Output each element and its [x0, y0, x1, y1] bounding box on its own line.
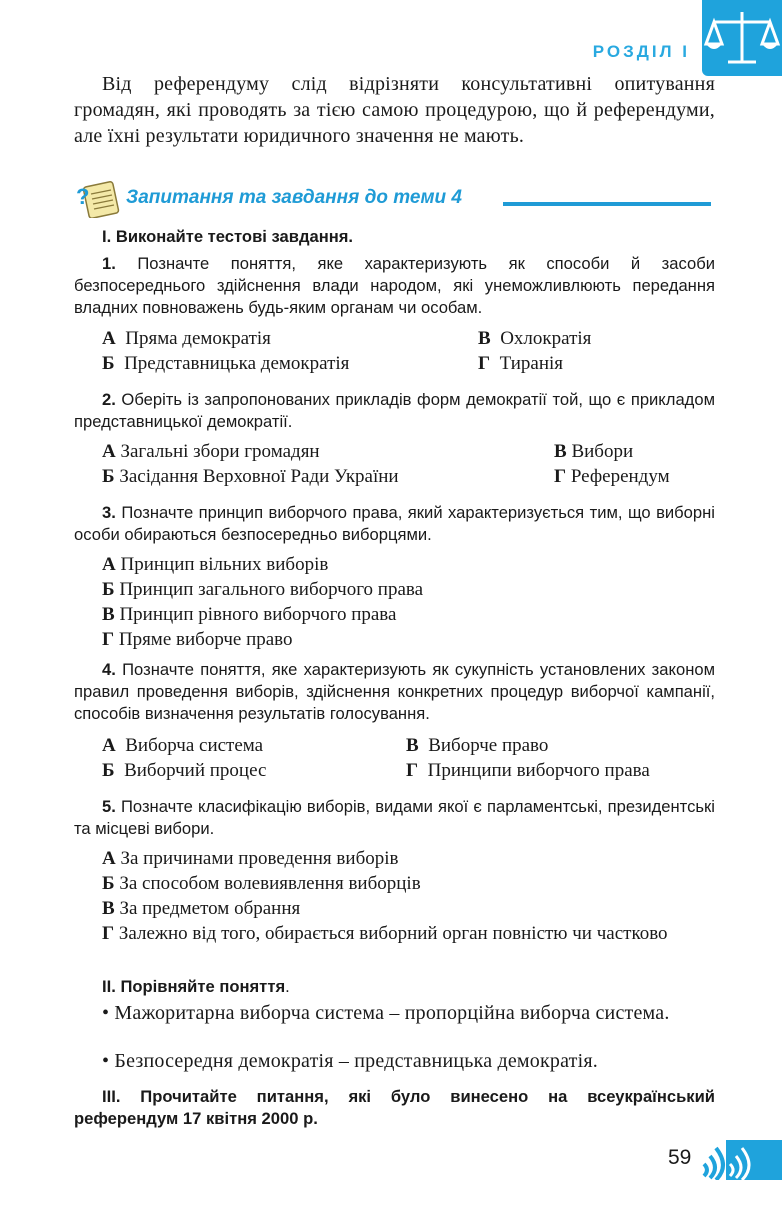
page-corner-tab: [700, 1140, 782, 1180]
question-number: 5.: [102, 797, 116, 816]
question-3: [74, 502, 715, 546]
option-v: В Принцип рівного виборчого права: [102, 604, 397, 625]
option-g: Г Пряме виборче право: [102, 629, 293, 650]
heading-underline: [503, 202, 711, 206]
question-text: Позначте принцип виборчого права, який характеризується тим, що виборні особи обираються безпосередньо виборцями.: [74, 503, 715, 544]
part3-title: ІІІ. Прочитайте питання, які було винесено на всеукраїнський референдум 17 квітня 2000 р.: [74, 1087, 715, 1128]
question-2: [74, 389, 715, 433]
question-number: 4.: [102, 660, 116, 679]
option-b: Б Виборчий процес: [102, 760, 267, 781]
compare-item: • Безпосередня демократія – представницька демократія.: [102, 1050, 598, 1072]
svg-text:?: ?: [76, 184, 90, 209]
section-corner-tab: [702, 0, 782, 76]
option-a: А Загальні збори громадян: [102, 441, 320, 462]
page-number: 59: [668, 1146, 692, 1169]
question-text: Позначте поняття, яке характеризують як способи й засоби безпосереднього здійснення влади народом, які унеможливлюють передання владних повноважень будь-яким органам чи особам.: [74, 254, 715, 317]
option-a: А Виборча система: [102, 735, 264, 756]
question-text: Оберіть із запропонованих прикладів форм демократії той, що є прикладом представницької демократії.: [74, 390, 715, 431]
option-v: В Охлократія: [478, 328, 592, 349]
option-b: Б Засідання Верховної Ради України: [102, 466, 399, 487]
option-a: А Принцип вільних виборів: [102, 554, 329, 575]
option-g: Г Тиранія: [478, 353, 564, 374]
question-4: [74, 659, 715, 725]
compare-item: • Мажоритарна виборча система – пропорційна виборча система.: [102, 1002, 670, 1024]
intro-paragraph: Від референдуму слід відрізняти консультативні опитування громадян, які проводять за тією самою процедурою, що й референдуми, але їхні результати юридичного значення не мають.: [74, 73, 715, 147]
section-label: РОЗДІЛ І: [592, 42, 690, 61]
question-text: Позначте поняття, яке характеризують як сукупність установлених законом правил проведення виборів, здійснення конкретних процедур виборчої кампанії, способів визначення результатів голосування.: [74, 660, 715, 723]
option-a: А За причинами проведення виборів: [102, 848, 399, 869]
question-text: Позначте класифікацію виборів, видами якої є парламентські, президентські та місцеві вибори.: [74, 797, 715, 838]
questions-heading: Запитання та завдання до теми 4: [126, 187, 462, 208]
option-v: В Вибори: [554, 441, 634, 462]
option-g: Г Референдум: [554, 466, 670, 487]
question-number: 2.: [102, 390, 116, 409]
part1-title: І. Виконайте тестові завдання.: [102, 227, 354, 246]
scales-icon: [702, 0, 782, 76]
option-b: Б За способом волевиявлення виборців: [102, 873, 421, 894]
question-number: 1.: [102, 254, 116, 273]
option-b: Б Принцип загального виборчого права: [102, 579, 424, 600]
question-number: 3.: [102, 503, 116, 522]
option-a: А Пряма демократія: [102, 328, 271, 349]
option-v: В Виборче право: [406, 735, 549, 756]
option-g: Г Залежно від того, обирається виборний орган повністю чи частково: [102, 923, 668, 944]
option-v: В За предметом обрання: [102, 898, 301, 919]
question-1: [74, 253, 715, 319]
option-g: Г Принципи виборчого права: [406, 760, 650, 781]
option-b: Б Представницька демократія: [102, 353, 350, 374]
part2-title: ІІ. Порівняйте поняття.: [102, 977, 290, 996]
question-notebook-icon: [74, 178, 120, 218]
question-5: [74, 796, 715, 840]
